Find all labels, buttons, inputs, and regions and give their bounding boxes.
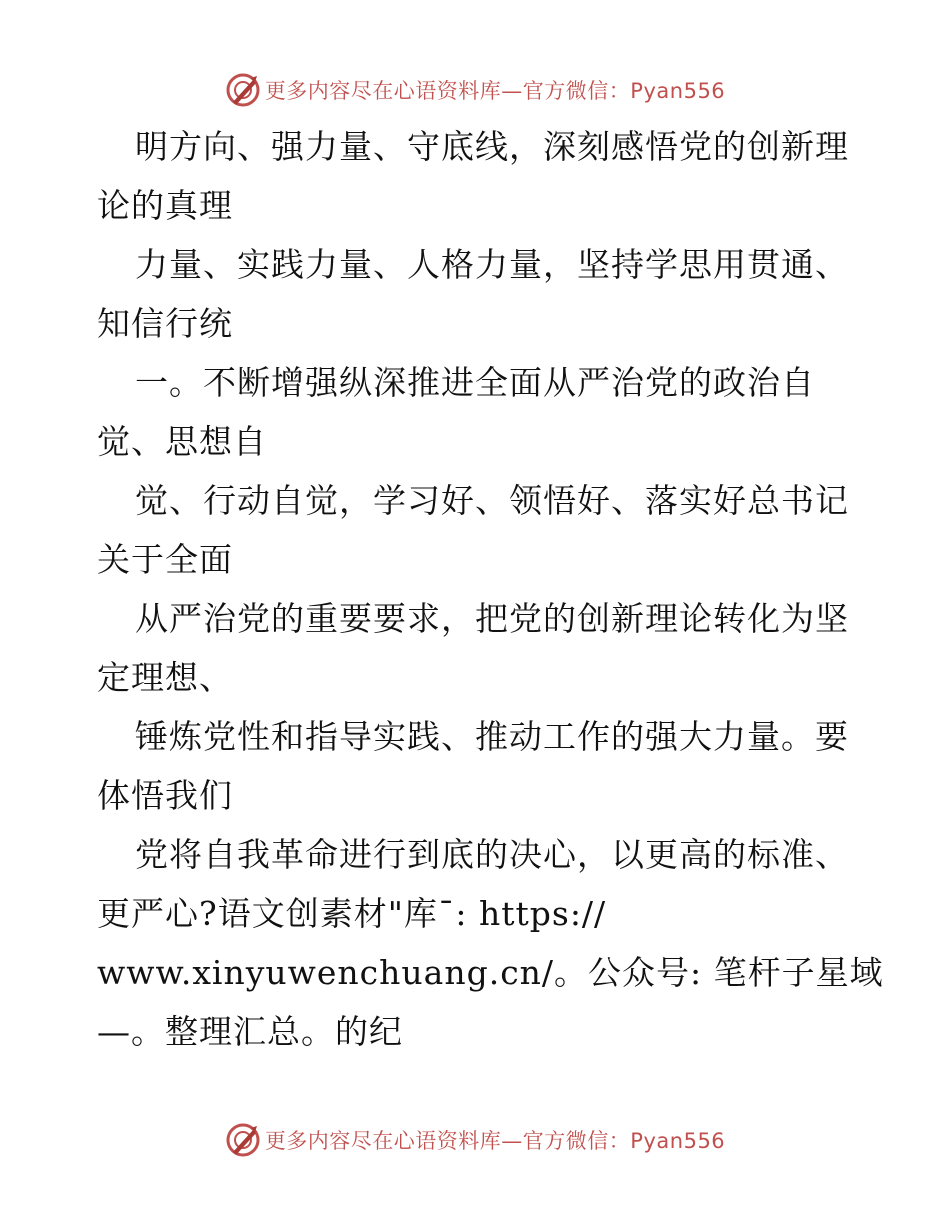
text-line: 论的真理 xyxy=(97,186,233,225)
text-line: 锤炼党性和指导实践、推动工作的强大力量。要 xyxy=(135,717,849,756)
text-line: 更严心?语文创素材"库¯: https:// xyxy=(97,894,607,933)
document-body xyxy=(97,117,884,1061)
header-watermark xyxy=(0,70,950,110)
text-line: www.xinyuwenchuang.cn/。公众号: 笔杆子星域 xyxy=(97,953,884,992)
logo-icon xyxy=(225,72,261,108)
text-line: 关于全面 xyxy=(97,540,233,579)
text-line: 一。不断增强纵深推进全面从严治党的政治自 xyxy=(135,363,815,402)
text-line: 觉、行动自觉，学习好、领悟好、落实好总书记 xyxy=(135,481,849,520)
text-line: 知信行统 xyxy=(97,304,233,343)
text-line: 定理想、 xyxy=(97,658,233,697)
footer-watermark xyxy=(0,1120,950,1160)
logo-icon xyxy=(225,1122,261,1158)
text-line: 明方向、强力量、守底线，深刻感悟党的创新理 xyxy=(135,127,849,166)
watermark-text: 更多内容尽在心语资料库—官方微信：Pyan556 xyxy=(264,79,726,103)
text-line: 力量、实践力量、人格力量，坚持学思用贯通、 xyxy=(135,245,849,284)
text-line: 从严治党的重要要求，把党的创新理论转化为坚 xyxy=(135,599,849,638)
text-line: 党将自我革命进行到底的决心，以更高的标准、 xyxy=(135,835,849,874)
text-line: 觉、思想自 xyxy=(97,422,267,461)
text-line: 体悟我们 xyxy=(97,776,233,815)
watermark-text: 更多内容尽在心语资料库—官方微信：Pyan556 xyxy=(264,1129,726,1153)
text-line: —。整理汇总。的纪 xyxy=(97,1012,403,1051)
